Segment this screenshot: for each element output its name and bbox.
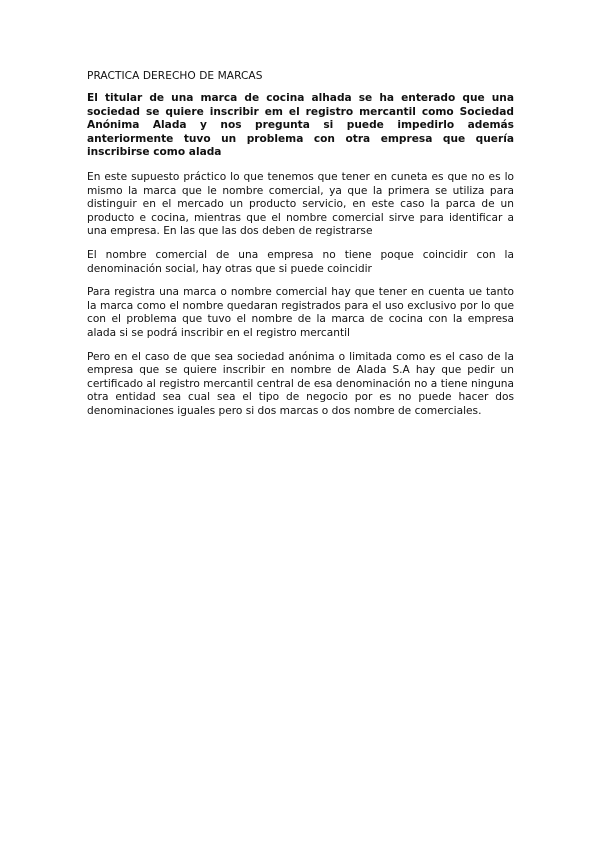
paragraph-1: En este supuesto práctico lo que tenemos que tener en cuneta es que no es lo mismo la marca que le nombre comercial, ya que la primera se utiliza para distinguir en el mercado un producto servicio, en este caso la parca de un producto e cocina, mientras que el nombre comercial sirve para identificar a una empresa. En las que las dos deben de registrarse	[87, 170, 514, 238]
document-body	[87, 69, 514, 428]
paragraph-3: Para registra una marca o nombre comercial hay que tener en cuenta ue tanto la marca como el nombre quedaran registrados para el uso exclusivo por lo que con el problema que tuvo el nombre de la marca de cocina con la empresa alada si se podrá inscribir en el registro mercantil	[87, 286, 514, 339]
paragraph-4: Pero en el caso de que sea sociedad anónima o limitada como es el caso de la empresa que se quiere inscribir en nombre de Alada S.A hay que pedir un certificado al registro mercantil central de esa denominación no a tiene ninguna otra entidad sea cual sea el tipo de negocio por es no puede hacer dos denominaciones iguales pero si dos marcas o dos nombre de comerciales.	[87, 350, 514, 417]
case-question: El titular de una marca de cocina alhada se ha enterado que una sociedad se quiere inscribir em el registro mercantil como Sociedad Anónima Alada y nos pregunta si puede impedirlo además anteriormente tuvo un problema con otra empresa que quería inscribirse como alada	[87, 92, 514, 159]
document-title: PRACTICA DERECHO DE MARCAS	[87, 70, 263, 82]
paragraph-2: El nombre comercial de una empresa no tiene poque coincidir con la denominación social, hay otras que si puede coincidir	[87, 248, 514, 275]
